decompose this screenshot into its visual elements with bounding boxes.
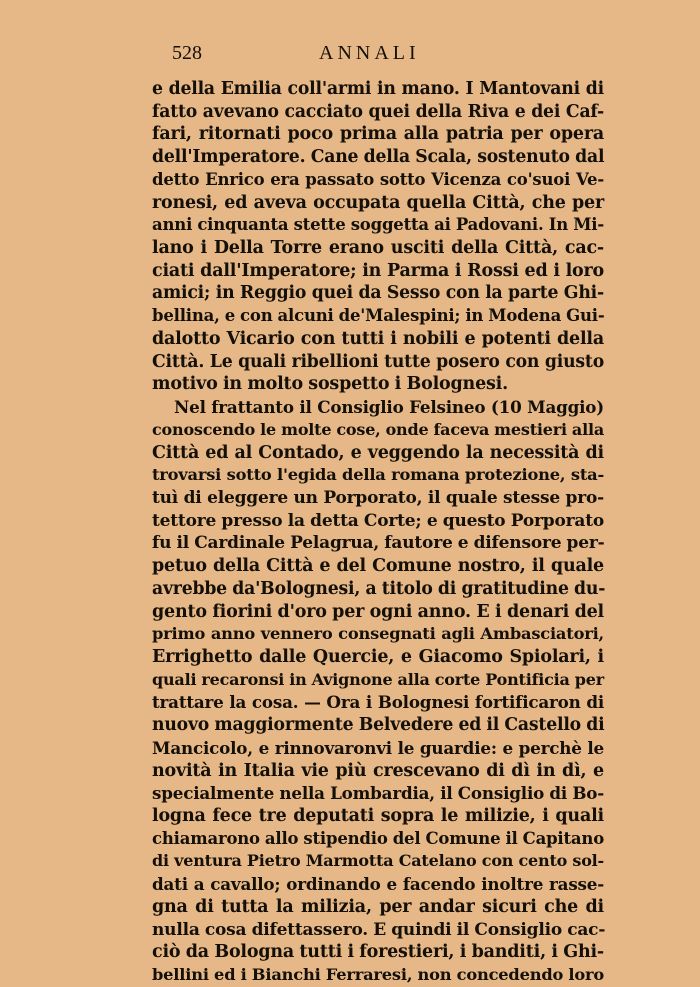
running-title: ANNALI [319, 42, 420, 64]
text-line: Città ed al Contado, e veggendo la necessità di [152, 442, 604, 463]
text-line: Errighetto dalle Quercie, e Giacomo Spiolari, i [152, 646, 604, 667]
text-line: nuovo maggiormente Belvedere ed il Castello di [152, 715, 605, 736]
body-text [152, 78, 604, 987]
text-line: tuì di eleggere un Porporato, il quale stesse pro- [152, 487, 604, 508]
text-line: dell'Imperatore. Cane della Scala, sostenuto dal [152, 147, 605, 168]
text-line: fatto avevano cacciato quei della Riva e dei Caf- [152, 101, 604, 122]
text-line: anni cinquanta stette soggetta ai Padovani. In Mi- [152, 215, 604, 235]
text-line: tettore presso la detta Corte; e questo Porporato [152, 510, 604, 531]
text-line: novità in Italia vie più crescevano di dì in dì, e [152, 760, 604, 781]
text-line: bellini ed i Bianchi Ferraresi, non concedendo loro [152, 965, 604, 985]
text-line: trovarsi sotto l'egida della romana protezione, sta- [152, 465, 604, 485]
text-line: Nel frattanto il Consiglio Felsineo (10 Maggio) [174, 397, 604, 418]
text-line: amici; in Reggio quei da Sesso con la parte Ghi- [152, 283, 604, 304]
text-line: ronesi, ed aveva occupata quella Città, che per [152, 192, 604, 213]
text-line: detto Enrico era passato sotto Vicenza co'suoi Ve- [152, 169, 604, 189]
text-line: dati a cavallo; ordinando e facendo inoltre rasse- [152, 874, 604, 895]
text-line: e della Emilia coll'armi in mano. I Mantovani di [152, 79, 604, 99]
page-number: 528 [172, 42, 202, 64]
text-line: quali recaronsi in Avignone alla corte Pontificia per [152, 669, 604, 689]
text-line: petuo della Città e del Comune nostro, il quale [152, 556, 604, 577]
text-line: chiamarono allo stipendio del Comune il Capitano [152, 828, 604, 848]
text-line: avrebbe da'Bolognesi, a titolo di gratitudine du- [152, 578, 606, 599]
text-line: Città. Le quali ribellioni tutte posero con giusto [152, 351, 604, 372]
text-line: nulla cosa difettassero. E quindi il Consiglio cac- [152, 919, 606, 940]
text-line: dalotto Vicario con tutti i nobili e potenti della [152, 328, 604, 349]
text-line: gento fiorini d'oro per ogni anno. E i denari del [152, 601, 604, 622]
text-line: conoscendo le molte cose, onde faceva mestieri alla [152, 419, 604, 439]
text-line: motivo in molto sospetto i Bolognesi. [152, 374, 508, 395]
page-header [152, 40, 604, 66]
text-line: bellina, e con alcuni de'Malespini; in Modena Gui- [152, 306, 605, 326]
text-line: specialmente nella Lombardia, il Consiglio di Bo- [152, 783, 604, 804]
text-line: ciati dall'Imperatore; in Parma i Rossi ed i loro [152, 260, 604, 281]
text-line: Mancicolo, e rinnovaronvi le guardie: e perchè le [152, 737, 604, 758]
text-line: lano i Della Torre erano usciti della Città, cac- [152, 238, 604, 259]
text-line: gna di tutta la milizia, per andar sicuri che di [152, 896, 604, 917]
text-line: ciò da Bologna tutti i forestieri, i banditi, i Ghi- [152, 942, 604, 963]
text-line: logna fece tre deputati sopra le milizie, i quali [152, 806, 604, 826]
text-line: trattare la cosa. — Ora i Bolognesi fortificaron di [152, 692, 604, 713]
text-line: di ventura Pietro Marmotta Catelano con cento sol- [152, 851, 604, 871]
text-line: fu il Cardinale Pelagrua, fautore e difensore per- [152, 533, 605, 554]
text-line: primo anno vennero consegnati agli Ambasciatori, [152, 624, 604, 644]
text-line: fari, ritornati poco prima alla patria per opera [152, 124, 604, 145]
